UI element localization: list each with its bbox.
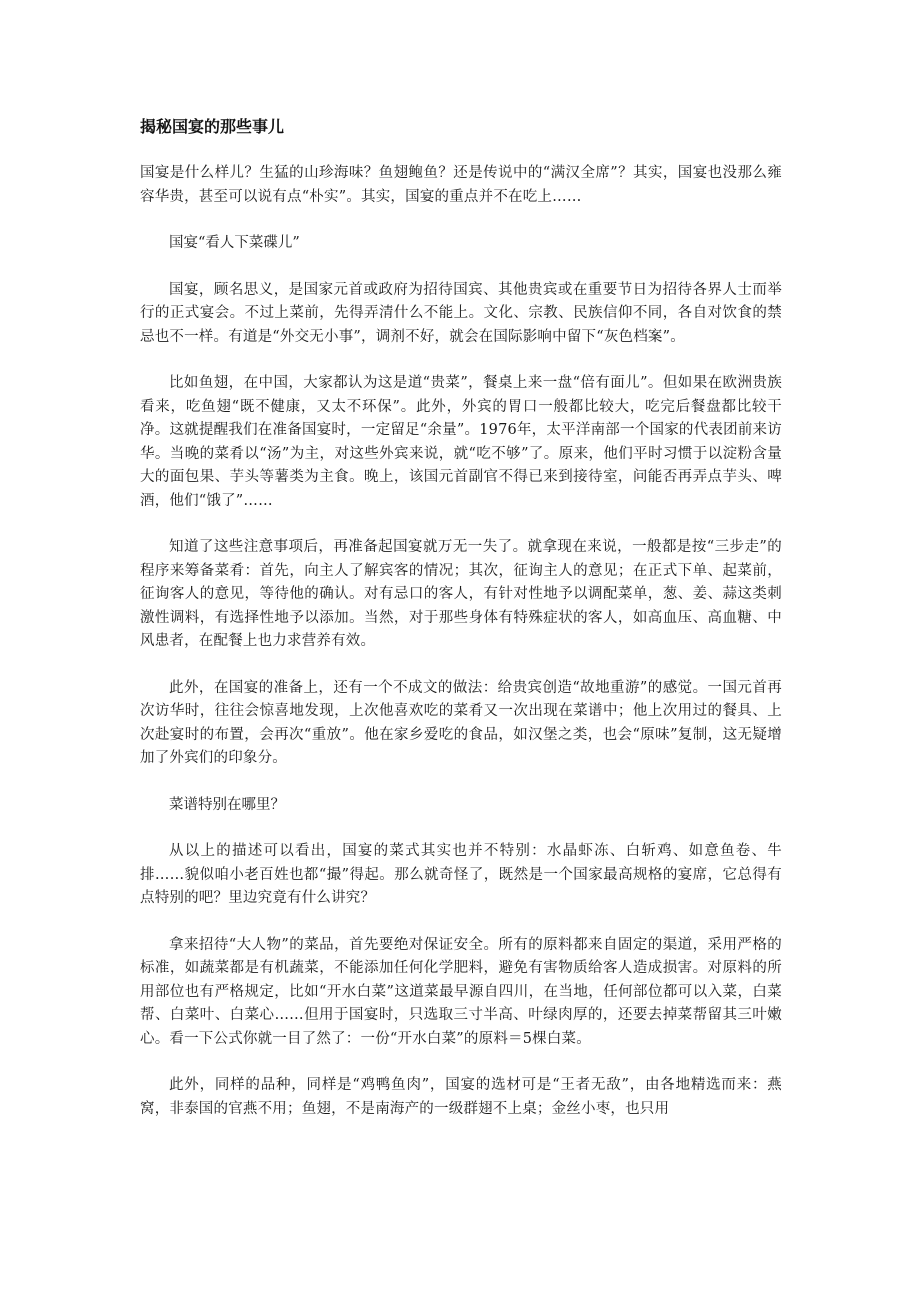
- section-heading-menu-special: 菜谱特别在哪里？: [169, 796, 285, 813]
- section-heading-guest-menu: 国宴“看人下菜碟儿”: [169, 235, 300, 251]
- intro-paragraph: 国宴是什么样儿？生猛的山珍海味？鱼翅鲍鱼？还是传说中的“满汉全席”？其实，国宴也没那么雍容华贵，甚至可以说有点“朴实”。其实，国宴的重点并不在吃上……: [140, 165, 782, 205]
- document-title: 揭秘国宴的那些事儿: [140, 117, 285, 136]
- document-page: [140, 116, 782, 1144]
- paragraph-definition: 国宴，顾名思义，是国家元首或政府为招待国宾、其他贵宾或在重要节日为招待各界人士而举行的正式宴会。不过上菜前，先得弄清什么不能上。文化、宗教、民族信仰不同，各自对饮食的禁忌也不一样。有道是“外交无小事”，调剂不好，就会在国际影响中留下“灰色档案”。: [140, 281, 782, 345]
- paragraph-revisit: 此外，在国宴的准备上，还有一个不成文的做法：给贵宾创造“故地重游”的感觉。一国元首再次访华时，往往会惊喜地发现，上次他喜欢吃的菜肴又一次出现在菜谱中；他上次用过的餐具、上次赴宴时的布置，会再次“重放”。他在家乡爱吃的食品，如汉堡之类，也会“原味”复制，这无疑增加了外宾们的印象分。: [140, 679, 782, 766]
- paragraph-shark-fin: 比如鱼翅，在中国，大家都认为这是道“贵菜”，餐桌上来一盘“倍有面儿”。但如果在欧洲贵族看来，吃鱼翅“既不健康，又太不环保”。此外，外宾的胃口一般都比较大，吃完后餐盘都比较干净。这就提醒我们在准备国宴时，一定留足“余量”。1976年，太平洋南部一个国家的代表团前来访华。当晚的菜肴以“汤”为主，对这些外宾来说，就“吃不够”了。原来，他们平时习惯于以淀粉含量大的面包果、芋头等薯类为主食。晚上，该国元首副官不得已来到接待室，问能否再弄点芋头、啤酒，他们“饿了”……: [140, 375, 782, 509]
- paragraph-dishes: 从以上的描述可以看出，国宴的菜式其实也并不特别：水晶虾冻、白斩鸡、如意鱼卷、牛排……貌似咱小老百姓也都“撮”得起。那么就奇怪了，既然是一个国家最高规格的宴席，它总得有点特别的吧？里边究竟有什么讲究？: [140, 843, 782, 906]
- paragraph-safety: 拿来招待“大人物”的菜品，首先要绝对保证安全。所有的原料都来自固定的渠道，采用严格的标准，如蔬菜都是有机蔬菜，不能添加任何化学肥料，避免有害物质给客人造成损害。对原料的所用部位也有严格规定，比如“开水白菜”这道菜最早源自四川，在当地，任何部位都可以入菜，白菜帮、白菜叶、白菜心……但用于国宴时，只选取三寸半高、叶绿肉厚的，还要去掉菜帮留其三叶嫩心。看一下公式你就一目了然了：一份“开水白菜”的原料＝5棵白菜。: [140, 936, 782, 1047]
- paragraph-three-steps: 知道了这些注意事项后，再准备起国宴就万无一失了。就拿现在来说，一般都是按“三步走”的程序来筹备菜肴：首先，向主人了解宾客的情况；其次，征询主人的意见；在正式下单、起菜前，征询客人的意见，等待他的确认。对有忌口的客人，有针对性地予以调配菜单，葱、姜、蒜这类刺激性调料，有选择性地予以添加。当然，对于那些身体有特殊症状的客人，如高血压、高血糖、中风患者，在配餐上也力求营养有效。: [140, 539, 782, 649]
- paragraph-ingredients: 此外，同样的品种，同样是“鸡鸭鱼肉”，国宴的选材可是“王者无敌”，由各地精选而来：燕窝，非泰国的官燕不用；鱼翅，不是南海产的一级群翅不上桌；金丝小枣，也只用: [140, 1077, 782, 1117]
